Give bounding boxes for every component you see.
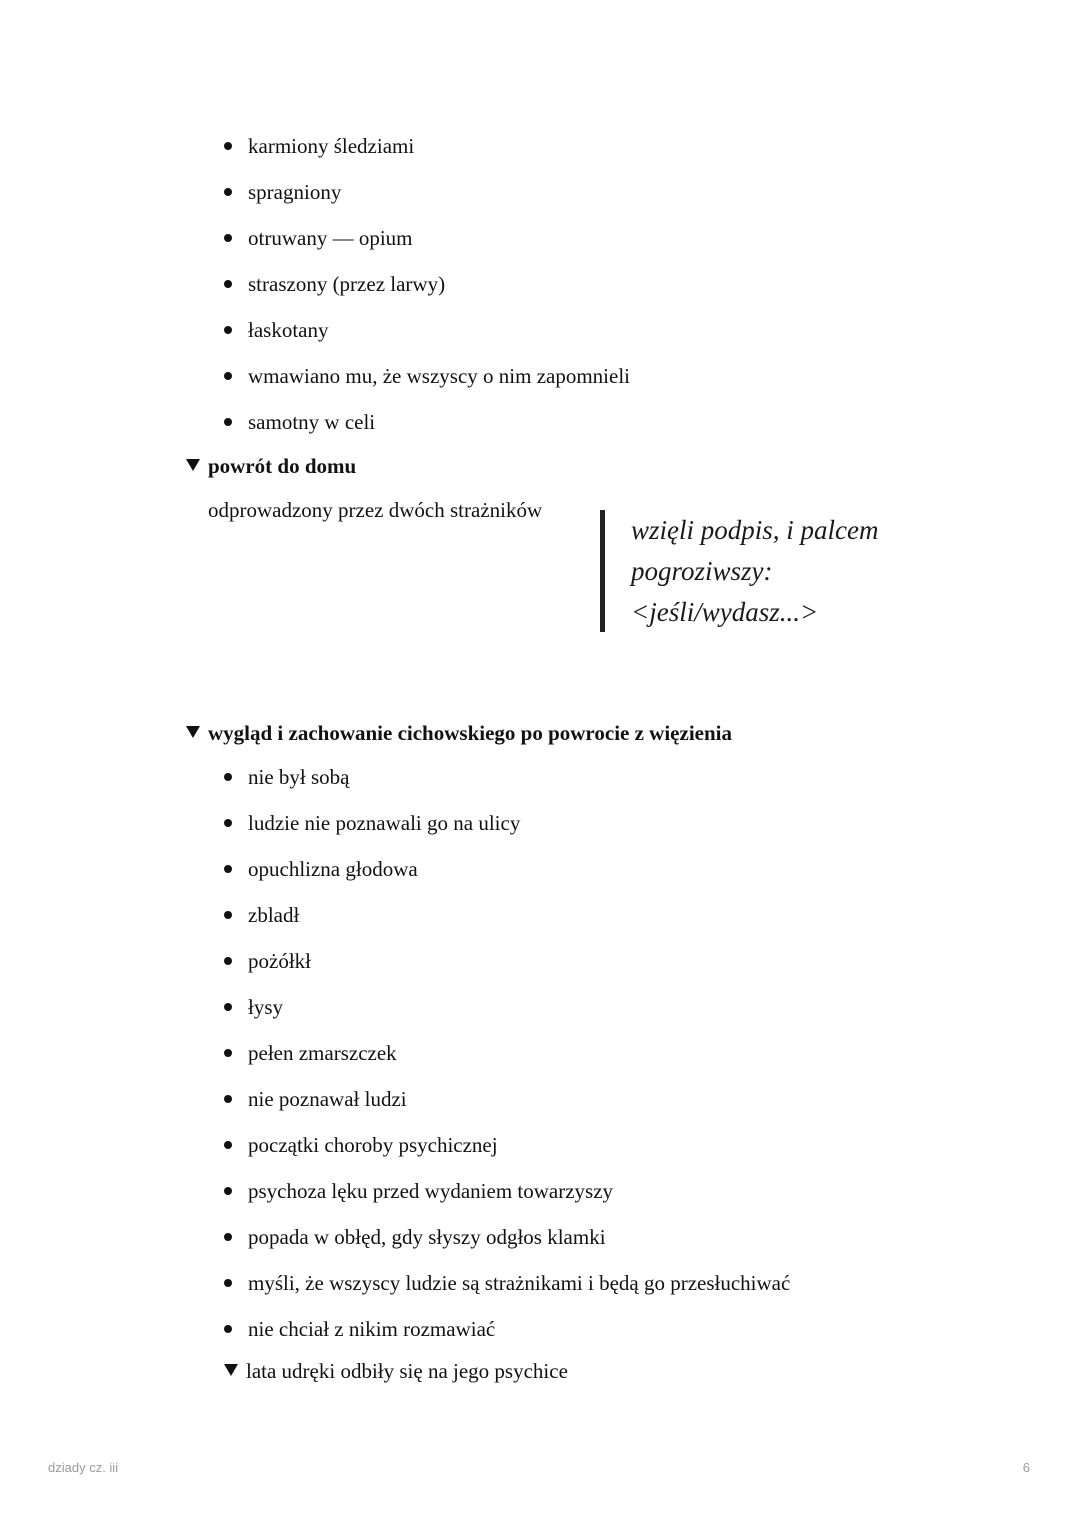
list-item: myśli, że wszyscy ludzie są strażnikami i będą go przesłuchiwać [220,1260,790,1306]
footer-page-number: 6 [1022,1460,1030,1475]
bullet-icon [224,1187,232,1195]
bullet-icon [224,1003,232,1011]
list-item: nie poznawał ludzi [220,1076,790,1122]
quote-line: pogroziwszy: [631,556,773,586]
bullet-icon [224,911,232,919]
triangle-down-icon [186,726,200,738]
bullet-icon [224,1325,232,1333]
list-item: popada w obłęd, gdy słyszy odgłos klamki [220,1214,790,1260]
list-item: nie chciał z nikim rozmawiać [220,1306,790,1352]
triangle-down-icon [224,1364,238,1376]
bullet-icon [224,234,232,242]
list-item: łaskotany [220,307,630,353]
list-item: ludzie nie poznawali go na ulicy [220,800,790,846]
bullet-icon [224,418,232,426]
list-item: pełen zmarszczek [220,1030,790,1076]
bullet-icon [224,1049,232,1057]
sub-heading-psyche: lata udręki odbiły się na jego psychice [224,1357,568,1385]
list-item: opuchlizna głodowa [220,846,790,892]
footer-document-title: dziady cz. iii [48,1460,119,1475]
list-item: zbladł [220,892,790,938]
bullet-icon [224,1233,232,1241]
bullet-icon [224,819,232,827]
section-heading-appearance: wygląd i zachowanie cichowskiego po powrocie z więzienia [186,719,732,747]
bullet-icon [224,1141,232,1149]
list-item: pożółkł [220,938,790,984]
list-item: psychoza lęku przed wydaniem towarzyszy [220,1168,790,1214]
bullet-list-appearance [220,754,790,1352]
quote-line: wzięli podpis, i palcem [631,515,879,545]
bullet-list-treatment [220,123,630,445]
list-item: początki choroby psychicznej [220,1122,790,1168]
list-item: spragniony [220,169,630,215]
section-heading-return-home: powrót do domu [186,452,356,480]
escort-text: odprowadzony przez dwóch strażników [208,498,543,522]
list-item: wmawiano mu, że wszyscy o nim zapomnieli [220,353,630,399]
list-item: nie był sobą [220,754,790,800]
bullet-icon [224,1279,232,1287]
bullet-icon [224,188,232,196]
bullet-icon [224,1095,232,1103]
bullet-icon [224,142,232,150]
list-item: samotny w celi [220,399,630,445]
list-item: otruwany — opium [220,215,630,261]
bullet-icon [224,326,232,334]
bullet-icon [224,773,232,781]
triangle-down-icon [186,459,200,471]
list-item: łysy [220,984,790,1030]
bullet-icon [224,372,232,380]
bullet-icon [224,280,232,288]
bullet-icon [224,865,232,873]
quote-line: <jeśli/wydasz...> [631,597,819,627]
list-item: straszony (przez larwy) [220,261,630,307]
bullet-icon [224,957,232,965]
quote-block [600,510,878,632]
list-item: karmiony śledziami [220,123,630,169]
